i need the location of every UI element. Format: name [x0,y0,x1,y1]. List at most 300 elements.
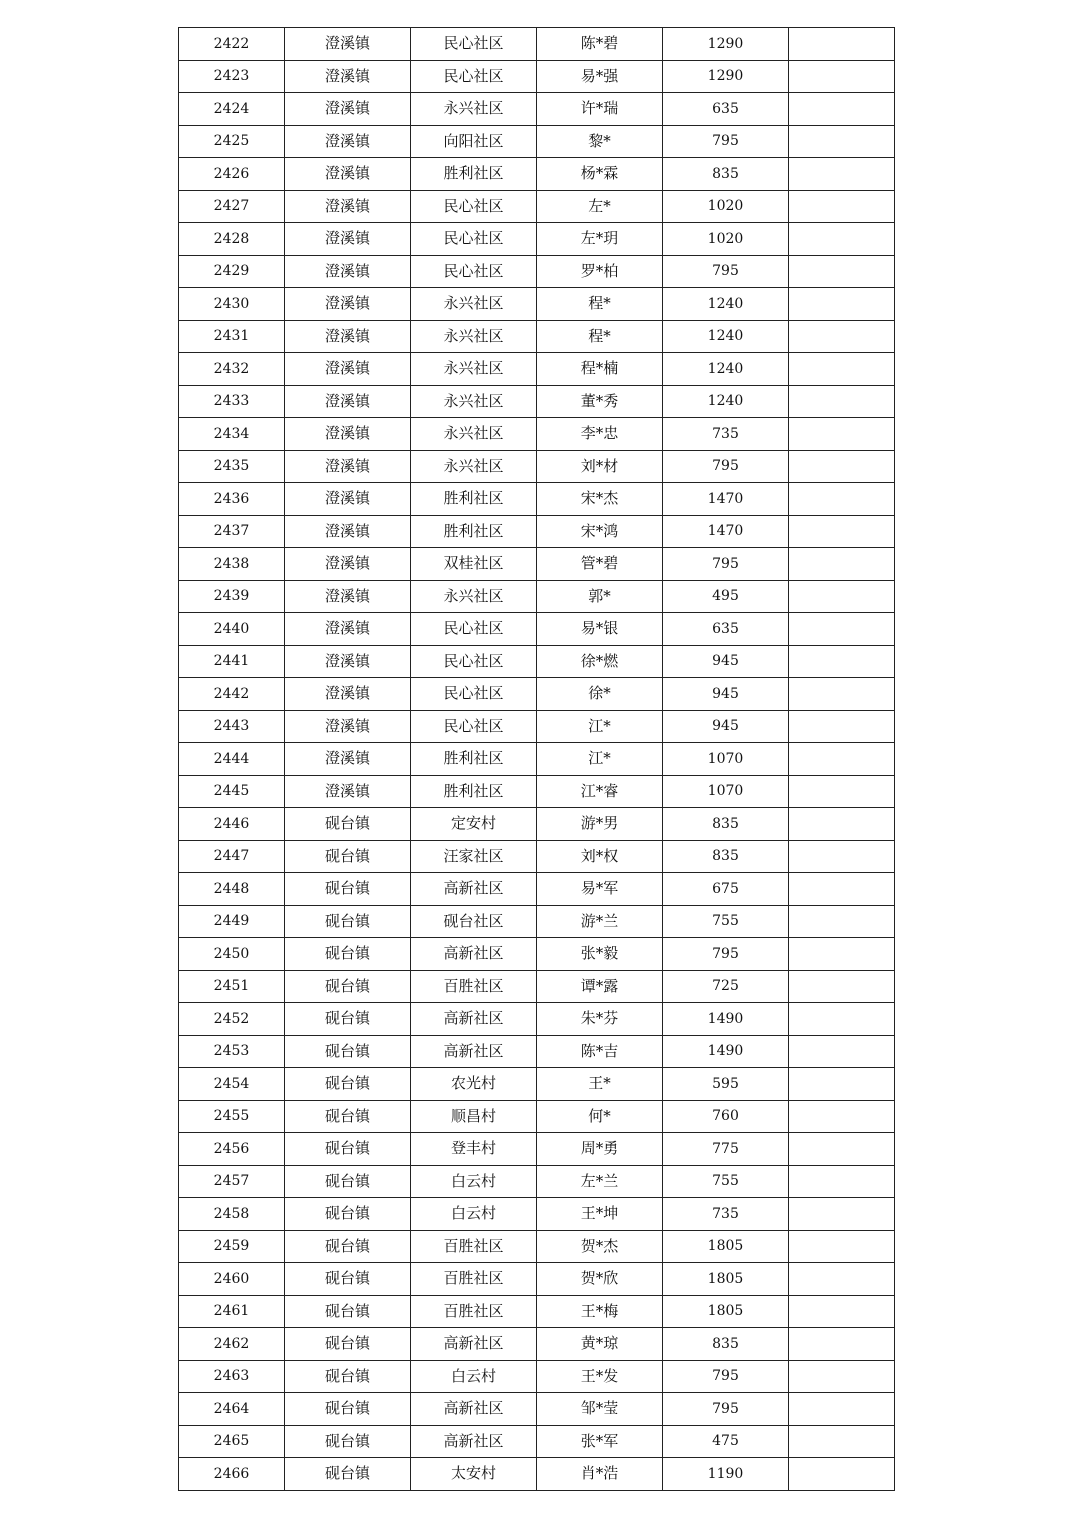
town-cell: 澄溪镇 [285,60,411,93]
table-row [179,1328,895,1361]
remark-cell [789,1263,895,1296]
table-row [179,1100,895,1133]
table-row [179,1230,895,1263]
town-cell: 砚台镇 [285,1100,411,1133]
serial-number-cell: 2441 [179,645,285,678]
community-cell: 百胜社区 [411,970,537,1003]
community-cell: 胜利社区 [411,743,537,776]
community-cell: 登丰村 [411,1133,537,1166]
community-cell: 民心社区 [411,28,537,61]
remark-cell [789,60,895,93]
amount-cell: 475 [663,1425,789,1458]
serial-number-cell: 2462 [179,1328,285,1361]
serial-number-cell: 2440 [179,613,285,646]
amount-cell: 1290 [663,60,789,93]
name-cell: 江* [537,743,663,776]
town-cell: 澄溪镇 [285,775,411,808]
community-cell: 高新社区 [411,938,537,971]
town-cell: 澄溪镇 [285,613,411,646]
amount-cell: 795 [663,1393,789,1426]
town-cell: 澄溪镇 [285,28,411,61]
remark-cell [789,613,895,646]
amount-cell: 945 [663,678,789,711]
community-cell: 民心社区 [411,255,537,288]
town-cell: 砚台镇 [285,1230,411,1263]
amount-cell: 595 [663,1068,789,1101]
name-cell: 贺*杰 [537,1230,663,1263]
name-cell: 许*瑞 [537,93,663,126]
community-cell: 百胜社区 [411,1295,537,1328]
remark-cell [789,288,895,321]
table-row [179,1068,895,1101]
amount-cell: 635 [663,613,789,646]
name-cell: 管*碧 [537,548,663,581]
remark-cell [789,1458,895,1491]
name-cell: 游*兰 [537,905,663,938]
community-cell: 高新社区 [411,1393,537,1426]
table-body [179,28,895,1491]
community-cell: 太安村 [411,1458,537,1491]
table-row [179,93,895,126]
remark-cell [789,970,895,1003]
serial-number-cell: 2439 [179,580,285,613]
table-row [179,450,895,483]
amount-cell: 795 [663,548,789,581]
serial-number-cell: 2434 [179,418,285,451]
name-cell: 王*梅 [537,1295,663,1328]
serial-number-cell: 2423 [179,60,285,93]
remark-cell [789,938,895,971]
serial-number-cell: 2425 [179,125,285,158]
community-cell: 永兴社区 [411,93,537,126]
table-row [179,775,895,808]
amount-cell: 795 [663,1360,789,1393]
remark-cell [789,808,895,841]
name-cell: 左* [537,190,663,223]
town-cell: 砚台镇 [285,808,411,841]
table-row [179,288,895,321]
serial-number-cell: 2428 [179,223,285,256]
amount-cell: 1070 [663,775,789,808]
amount-cell: 1020 [663,223,789,256]
remark-cell [789,1393,895,1426]
community-cell: 高新社区 [411,1425,537,1458]
table-row [179,320,895,353]
amount-cell: 1490 [663,1003,789,1036]
name-cell: 王* [537,1068,663,1101]
remark-cell [789,1295,895,1328]
amount-cell: 795 [663,125,789,158]
name-cell: 游*男 [537,808,663,841]
town-cell: 澄溪镇 [285,255,411,288]
amount-cell: 1805 [663,1295,789,1328]
serial-number-cell: 2430 [179,288,285,321]
community-cell: 永兴社区 [411,450,537,483]
serial-number-cell: 2436 [179,483,285,516]
table-row [179,580,895,613]
name-cell: 何* [537,1100,663,1133]
table-row [179,223,895,256]
remark-cell [789,580,895,613]
remark-cell [789,93,895,126]
table-row [179,873,895,906]
remark-cell [789,678,895,711]
serial-number-cell: 2460 [179,1263,285,1296]
table-row [179,645,895,678]
amount-cell: 775 [663,1133,789,1166]
remark-cell [789,320,895,353]
amount-cell: 755 [663,1165,789,1198]
community-cell: 永兴社区 [411,580,537,613]
name-cell: 易*强 [537,60,663,93]
serial-number-cell: 2443 [179,710,285,743]
town-cell: 澄溪镇 [285,515,411,548]
serial-number-cell: 2429 [179,255,285,288]
community-cell: 民心社区 [411,678,537,711]
community-cell: 民心社区 [411,710,537,743]
amount-cell: 1070 [663,743,789,776]
remark-cell [789,1100,895,1133]
remark-cell [789,1035,895,1068]
amount-cell: 795 [663,938,789,971]
community-cell: 永兴社区 [411,353,537,386]
amount-cell: 675 [663,873,789,906]
town-cell: 砚台镇 [285,1328,411,1361]
community-cell: 定安村 [411,808,537,841]
table-row [179,1393,895,1426]
amount-cell: 795 [663,450,789,483]
table-row [179,1263,895,1296]
table-row [179,353,895,386]
serial-number-cell: 2438 [179,548,285,581]
amount-cell: 1805 [663,1230,789,1263]
name-cell: 罗*柏 [537,255,663,288]
table-row [179,1165,895,1198]
serial-number-cell: 2466 [179,1458,285,1491]
amount-cell: 1240 [663,288,789,321]
remark-cell [789,1165,895,1198]
town-cell: 澄溪镇 [285,483,411,516]
table-row [179,60,895,93]
serial-number-cell: 2461 [179,1295,285,1328]
community-cell: 双桂社区 [411,548,537,581]
name-cell: 李*忠 [537,418,663,451]
name-cell: 刘*权 [537,840,663,873]
table-row [179,1003,895,1036]
amount-cell: 495 [663,580,789,613]
community-cell: 汪家社区 [411,840,537,873]
town-cell: 砚台镇 [285,873,411,906]
name-cell: 徐*燃 [537,645,663,678]
remark-cell [789,1068,895,1101]
town-cell: 澄溪镇 [285,743,411,776]
amount-cell: 1240 [663,353,789,386]
community-cell: 白云村 [411,1360,537,1393]
name-cell: 黄*琼 [537,1328,663,1361]
remark-cell [789,1425,895,1458]
table-row [179,125,895,158]
serial-number-cell: 2437 [179,515,285,548]
name-cell: 谭*露 [537,970,663,1003]
table-row [179,548,895,581]
community-cell: 胜利社区 [411,483,537,516]
town-cell: 澄溪镇 [285,158,411,191]
town-cell: 砚台镇 [285,1295,411,1328]
name-cell: 黎* [537,125,663,158]
serial-number-cell: 2451 [179,970,285,1003]
data-table [178,27,895,1491]
remark-cell [789,223,895,256]
table-row [179,905,895,938]
table-row [179,1133,895,1166]
town-cell: 澄溪镇 [285,288,411,321]
serial-number-cell: 2459 [179,1230,285,1263]
community-cell: 高新社区 [411,1003,537,1036]
name-cell: 程*楠 [537,353,663,386]
remark-cell [789,873,895,906]
town-cell: 澄溪镇 [285,93,411,126]
table-row [179,613,895,646]
town-cell: 澄溪镇 [285,190,411,223]
name-cell: 陈*碧 [537,28,663,61]
remark-cell [789,1230,895,1263]
town-cell: 砚台镇 [285,970,411,1003]
table-row [179,28,895,61]
table-row [179,1458,895,1491]
amount-cell: 795 [663,255,789,288]
community-cell: 民心社区 [411,613,537,646]
town-cell: 砚台镇 [285,1003,411,1036]
town-cell: 澄溪镇 [285,678,411,711]
town-cell: 砚台镇 [285,1165,411,1198]
town-cell: 砚台镇 [285,1458,411,1491]
remark-cell [789,1198,895,1231]
amount-cell: 945 [663,645,789,678]
serial-number-cell: 2455 [179,1100,285,1133]
table-row [179,710,895,743]
remark-cell [789,548,895,581]
serial-number-cell: 2426 [179,158,285,191]
town-cell: 砚台镇 [285,1068,411,1101]
community-cell: 民心社区 [411,645,537,678]
remark-cell [789,450,895,483]
remark-cell [789,1328,895,1361]
amount-cell: 760 [663,1100,789,1133]
community-cell: 百胜社区 [411,1230,537,1263]
community-cell: 高新社区 [411,1328,537,1361]
town-cell: 砚台镇 [285,840,411,873]
amount-cell: 1490 [663,1035,789,1068]
town-cell: 砚台镇 [285,905,411,938]
name-cell: 郭* [537,580,663,613]
community-cell: 永兴社区 [411,320,537,353]
serial-number-cell: 2435 [179,450,285,483]
remark-cell [789,255,895,288]
name-cell: 张*毅 [537,938,663,971]
town-cell: 澄溪镇 [285,125,411,158]
amount-cell: 1240 [663,320,789,353]
table-row [179,1360,895,1393]
name-cell: 王*坤 [537,1198,663,1231]
serial-number-cell: 2442 [179,678,285,711]
table-row [179,158,895,191]
table-row [179,1198,895,1231]
amount-cell: 835 [663,808,789,841]
amount-cell: 835 [663,158,789,191]
table-row [179,385,895,418]
table-row [179,743,895,776]
name-cell: 徐* [537,678,663,711]
amount-cell: 835 [663,840,789,873]
remark-cell [789,645,895,678]
serial-number-cell: 2424 [179,93,285,126]
serial-number-cell: 2463 [179,1360,285,1393]
amount-cell: 755 [663,905,789,938]
remark-cell [789,418,895,451]
town-cell: 砚台镇 [285,1133,411,1166]
amount-cell: 1805 [663,1263,789,1296]
table-row [179,483,895,516]
town-cell: 砚台镇 [285,1393,411,1426]
table-row [179,255,895,288]
amount-cell: 735 [663,1198,789,1231]
town-cell: 澄溪镇 [285,710,411,743]
name-cell: 左*玥 [537,223,663,256]
remark-cell [789,158,895,191]
community-cell: 民心社区 [411,190,537,223]
table-row [179,970,895,1003]
table-row [179,840,895,873]
serial-number-cell: 2433 [179,385,285,418]
serial-number-cell: 2450 [179,938,285,971]
name-cell: 宋*杰 [537,483,663,516]
name-cell: 周*勇 [537,1133,663,1166]
serial-number-cell: 2456 [179,1133,285,1166]
table-row [179,1425,895,1458]
serial-number-cell: 2465 [179,1425,285,1458]
serial-number-cell: 2454 [179,1068,285,1101]
community-cell: 顺昌村 [411,1100,537,1133]
community-cell: 高新社区 [411,1035,537,1068]
community-cell: 百胜社区 [411,1263,537,1296]
name-cell: 程* [537,288,663,321]
amount-cell: 835 [663,1328,789,1361]
community-cell: 永兴社区 [411,288,537,321]
amount-cell: 635 [663,93,789,126]
name-cell: 宋*鸿 [537,515,663,548]
name-cell: 邹*莹 [537,1393,663,1426]
serial-number-cell: 2464 [179,1393,285,1426]
name-cell: 江*睿 [537,775,663,808]
remark-cell [789,1360,895,1393]
amount-cell: 1290 [663,28,789,61]
table-row [179,418,895,451]
community-cell: 向阳社区 [411,125,537,158]
serial-number-cell: 2448 [179,873,285,906]
community-cell: 胜利社区 [411,515,537,548]
serial-number-cell: 2458 [179,1198,285,1231]
name-cell: 贺*欣 [537,1263,663,1296]
town-cell: 砚台镇 [285,1035,411,1068]
community-cell: 白云村 [411,1198,537,1231]
town-cell: 砚台镇 [285,1198,411,1231]
name-cell: 易*军 [537,873,663,906]
remark-cell [789,190,895,223]
town-cell: 澄溪镇 [285,418,411,451]
name-cell: 陈*吉 [537,1035,663,1068]
remark-cell [789,905,895,938]
community-cell: 民心社区 [411,223,537,256]
remark-cell [789,1133,895,1166]
town-cell: 砚台镇 [285,1425,411,1458]
table-row [179,808,895,841]
serial-number-cell: 2453 [179,1035,285,1068]
community-cell: 白云村 [411,1165,537,1198]
name-cell: 朱*芬 [537,1003,663,1036]
community-cell: 砚台社区 [411,905,537,938]
community-cell: 农光村 [411,1068,537,1101]
amount-cell: 1020 [663,190,789,223]
serial-number-cell: 2432 [179,353,285,386]
serial-number-cell: 2446 [179,808,285,841]
remark-cell [789,125,895,158]
remark-cell [789,483,895,516]
remark-cell [789,710,895,743]
remark-cell [789,385,895,418]
table-row [179,678,895,711]
amount-cell: 1190 [663,1458,789,1491]
name-cell: 肖*浩 [537,1458,663,1491]
table-row [179,1295,895,1328]
name-cell: 王*发 [537,1360,663,1393]
remark-cell [789,840,895,873]
remark-cell [789,28,895,61]
remark-cell [789,515,895,548]
table-row [179,515,895,548]
town-cell: 砚台镇 [285,1263,411,1296]
remark-cell [789,743,895,776]
town-cell: 砚台镇 [285,1360,411,1393]
town-cell: 澄溪镇 [285,320,411,353]
table-row [179,938,895,971]
amount-cell: 1470 [663,483,789,516]
community-cell: 永兴社区 [411,418,537,451]
name-cell: 董*秀 [537,385,663,418]
town-cell: 澄溪镇 [285,450,411,483]
name-cell: 杨*霖 [537,158,663,191]
amount-cell: 945 [663,710,789,743]
serial-number-cell: 2431 [179,320,285,353]
town-cell: 砚台镇 [285,938,411,971]
name-cell: 江* [537,710,663,743]
town-cell: 澄溪镇 [285,385,411,418]
serial-number-cell: 2427 [179,190,285,223]
town-cell: 澄溪镇 [285,353,411,386]
amount-cell: 735 [663,418,789,451]
remark-cell [789,353,895,386]
table-row [179,190,895,223]
serial-number-cell: 2444 [179,743,285,776]
town-cell: 澄溪镇 [285,548,411,581]
community-cell: 高新社区 [411,873,537,906]
name-cell: 程* [537,320,663,353]
serial-number-cell: 2449 [179,905,285,938]
town-cell: 澄溪镇 [285,580,411,613]
amount-cell: 1470 [663,515,789,548]
town-cell: 澄溪镇 [285,645,411,678]
table-row [179,1035,895,1068]
amount-cell: 725 [663,970,789,1003]
